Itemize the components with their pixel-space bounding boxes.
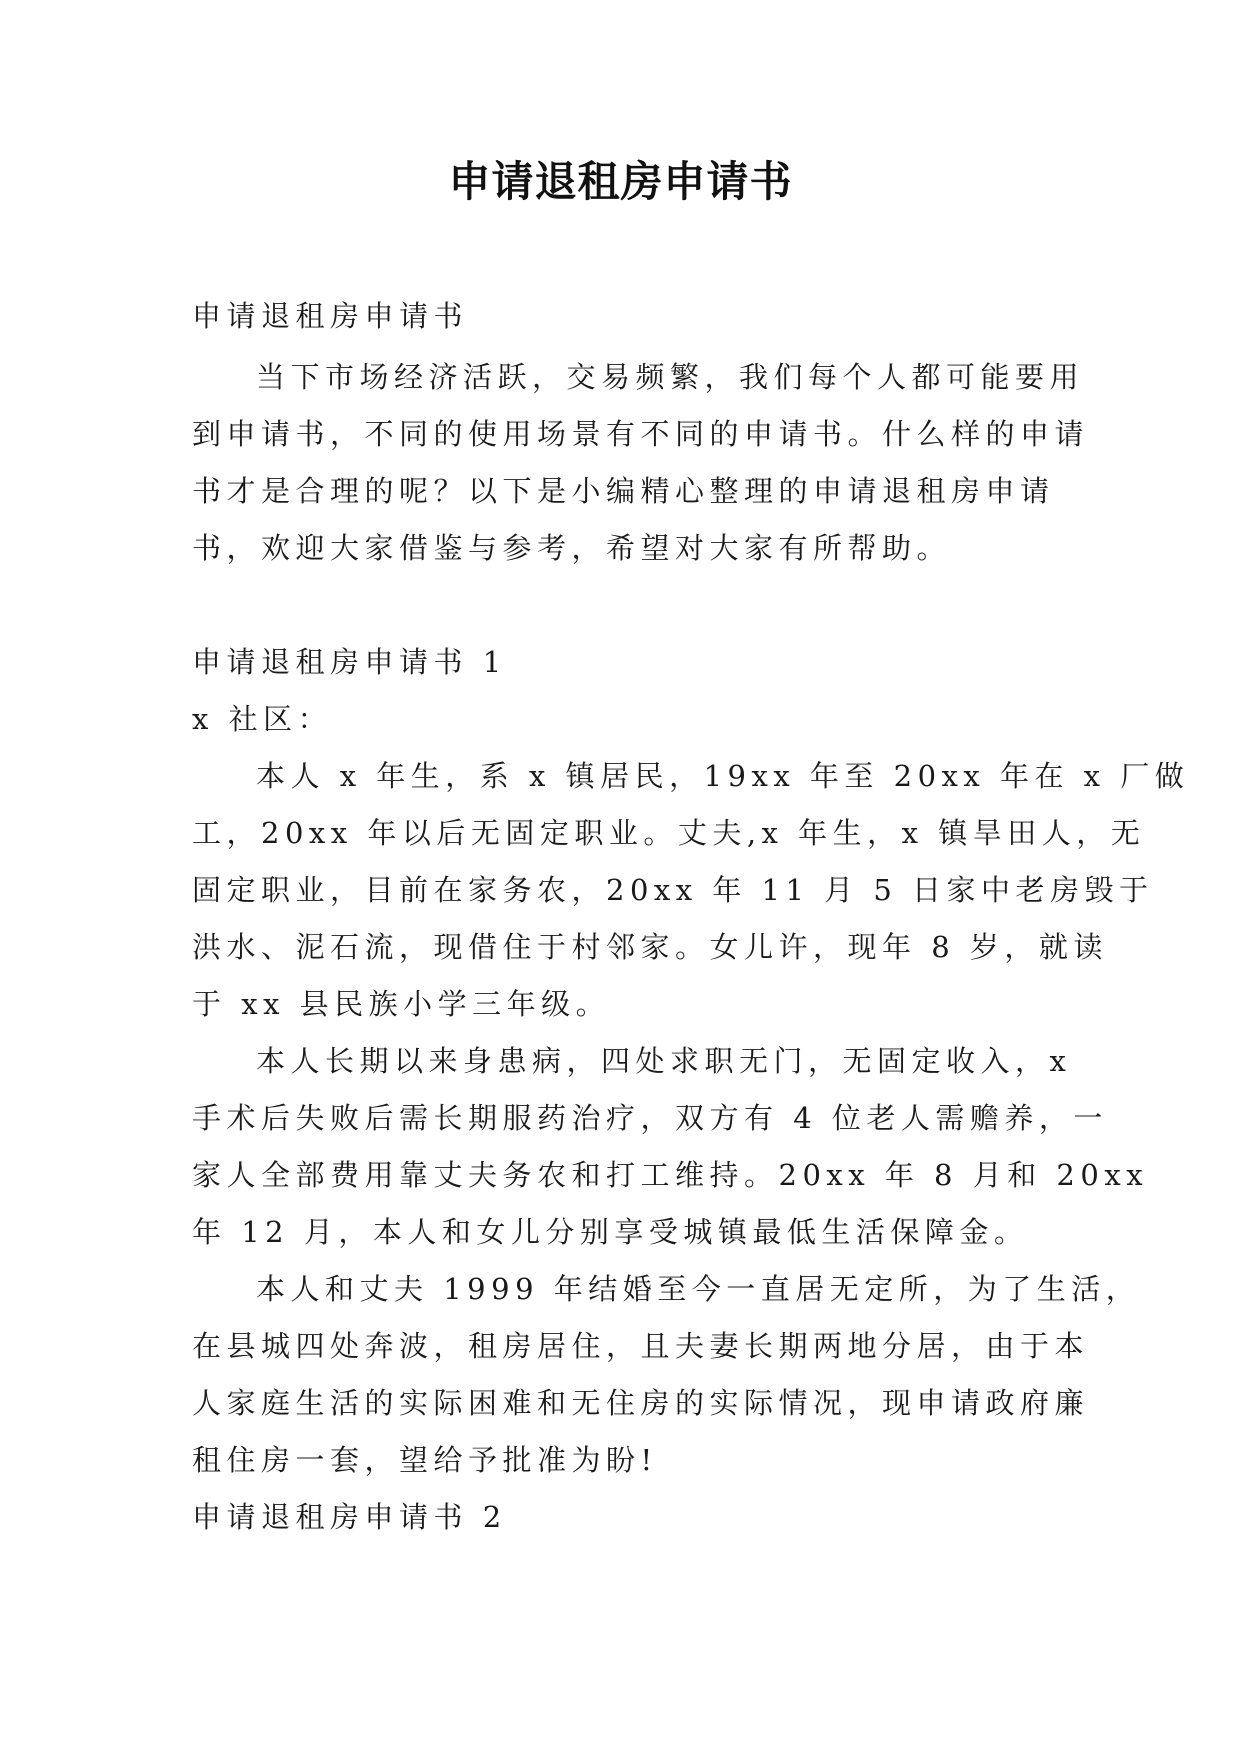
body-line-7: 手术后失败后需长期服药治疗，双方有 4 位老人需赡养，一 [192,1101,1108,1135]
subtitle: 申请退租房申请书 [192,299,469,333]
body-line-9: 年 12 月，本人和女儿分别享受城镇最低生活保障金。 [192,1215,1029,1249]
body-line-8: 家人全部费用靠丈夫务农和打工维持。20xx 年 8 月和 20xx [192,1158,1149,1192]
intro-line-1: 当下市场经济活跃，交易频繁，我们每个人都可能要用 [256,360,1085,394]
intro-line-3: 书才是合理的呢？以下是小编精心整理的申请退租房申请 [192,474,1055,508]
body-line-1: 本人 x 年生，系 x 镇居民，19xx 年至 20xx 年在 x 厂做 [256,759,1190,793]
intro-line-2: 到申请书，不同的使用场景有不同的申请书。什么样的申请 [192,417,1090,451]
body-line-4: 洪水、泥石流，现借住于村邻家。女儿许，现年 8 岁，就读 [192,930,1108,964]
body-line-10: 本人和丈夫 1999 年结婚至今一直居无定所，为了生活， [256,1272,1141,1306]
body-line-3: 固定职业，目前在家务农，20xx 年 11 月 5 日家中老房毁于 [192,873,1154,907]
body-line-13: 租住房一套，望给予批准为盼! [192,1443,658,1477]
body-line-11: 在县城四处奔波，租房居住，且夫妻长期两地分居，由于本 [192,1329,1090,1363]
body-line-6: 本人长期以来身患病，四处求职无门，无固定收入，x [256,1044,1072,1078]
section-heading-2: 申请退租房申请书 2 [192,1500,507,1534]
document-title: 申请退租房申请书 [448,157,793,206]
salutation: x 社区： [192,702,333,736]
body-line-2: 工，20xx 年以后无固定职业。丈夫,x 年生，x 镇旱田人，无 [192,816,1146,850]
body-line-12: 人家庭生活的实际困难和无住房的实际情况，现申请政府廉 [192,1386,1090,1420]
body-line-5: 于 xx 县民族小学三年级。 [192,987,611,1021]
section-heading-1: 申请退租房申请书 1 [192,645,507,679]
intro-line-4: 书，欢迎大家借鉴与参考，希望对大家有所帮助。 [192,531,952,565]
